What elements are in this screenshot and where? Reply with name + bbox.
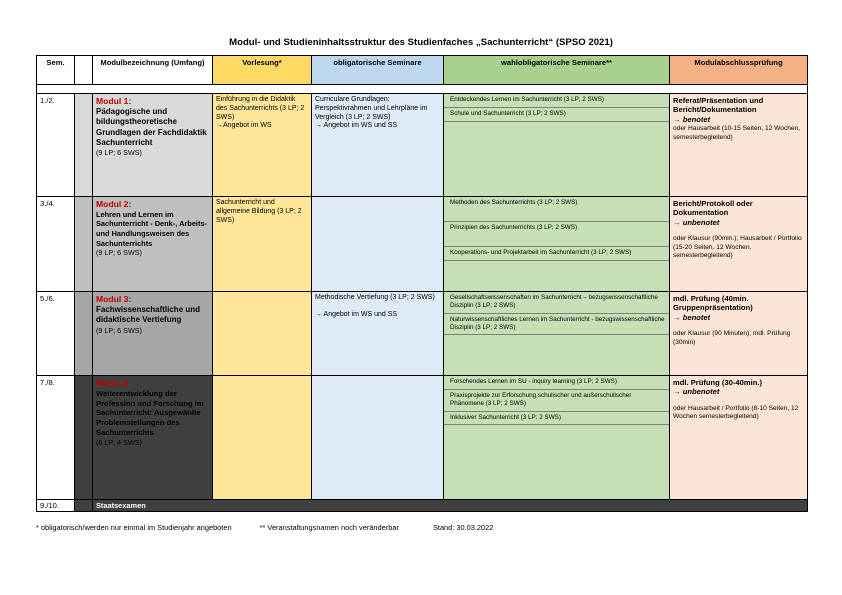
table-row [37,94,808,197]
module-cell [93,197,213,292]
module-cell [93,376,213,500]
header-obligatorisch: obligatorische Seminare [312,56,444,85]
list-item: Schule und Sachunterricht (3 LP; 2 SWS) [444,108,669,122]
header-pruefung: Modulabschlussprüfung [670,56,808,85]
header-wahlobligatorisch: wahlobligatorische Seminare** [444,56,670,85]
seminar-offer: → Angebot im WS und SS [315,122,398,130]
header-vorlesung: Vorlesung* [213,56,312,85]
vorlesung-cell [213,197,312,292]
header-row [37,56,808,85]
list-item: Praxisprojekte zur Erforschung schulischer und außerschulischer Phänomene (3 LP; 2 SWS) [444,390,669,412]
module-structure-table [36,55,808,512]
vorlesung-text: Sachunterricht und allgemeine Bildung (3 LP; 2 SWS) [216,199,302,224]
module-marker [75,94,93,197]
final-marker [75,500,93,512]
list-item: Prinzipien des Sachunterrichts (3 LP; 2 SWS) [444,222,669,247]
vorlesung-cell [213,292,312,376]
exam-alternative: oder Klausur (90min.); Hausarbeit / Portfolio (15-20 Seiten, 12 Wochen, semesterbegleitend) [673,235,802,259]
pruefung-cell [670,94,808,197]
obligatorisch-cell [312,292,444,376]
pruefung-cell [670,292,808,376]
obligatorisch-cell [312,197,444,292]
list-item: Forschendes Lernen im SU - inquiry learning (3 LP; 2 SWS) [444,376,669,390]
page-title: Modul- und Studieninhaltsstruktur des Studienfaches „Sachunterricht“ (SPSO 2021) [229,37,613,48]
exam-status: → unbenotet [673,217,720,227]
table-row [37,292,808,376]
module-title: Fachwissenschaftliche und didaktische Vertiefung [96,304,201,325]
header-blank [75,56,93,85]
status-date: Stand: 30.03.2022 [432,523,494,532]
obligatorisch-cell [312,376,444,500]
header-modul: Modulbezeichnung (Umfang) [93,56,213,85]
seminar-offer: → Angebot im WS und SS [315,310,398,318]
obligatorisch-cell [312,94,444,197]
list-item: Kooperations- und Projektarbeit im Sachunterricht (3 LP; 2 SWS) [444,247,669,261]
seminar-text: Curriculare Grundlagen: Perspektivrahmen und Lehrpläne im Vergleich (3 LP; 2 SWS) [315,96,428,121]
semester-cell: 3./4. [37,197,75,292]
module-cell [93,292,213,376]
exam-alternative: oder Hausarbeit (10-15 Seiten, 12 Wochen, semesterbegleitend) [673,125,801,141]
semester-cell: 5./6. [37,292,75,376]
staatsexamen-label: Staatsexamen [93,500,808,512]
module-title: Lehren und Lernen im Sachunterricht - Denk-, Arbeits- und Handlungsweisen des Sachunterrichts [96,209,208,248]
module-size: (9 LP; 6 SWS) [96,148,142,158]
semester-cell: 1./2. [37,94,75,197]
exam-title: mdl. Prüfung (30-40min.) [673,378,763,387]
wahl-cell [444,94,670,197]
module-title: Pädagogische und bildungstheoretische Grundlagen der Fachdidaktik Sachunterricht [96,106,207,147]
footnote-names: ** Veranstaltungsnamen noch veränderbar [259,523,399,532]
list-item: Methoden des Sachunterrichts (3 LP; 2 SWS) [444,197,669,222]
final-row [37,500,808,512]
exam-title: Referat/Präsentation und Bericht/Dokumentation [673,96,764,115]
vorlesung-cell [213,94,312,197]
wahl-cell [444,376,670,500]
module-name: Modul 4: [96,378,132,388]
semester-cell: 9./10. [37,500,75,512]
list-item: Gesellschaftswissenschaften im Sachunterricht – bezugswissenschaftliche Disziplin (3 LP; 2 SWS) [444,292,669,314]
vorlesung-offer: →Angebot im WS [216,122,272,130]
exam-alternative: oder Klausur (90 Minuten); mdl. Prüfung (30min) [673,330,791,346]
footer [36,523,493,532]
module-name: Modul 3: [96,294,132,304]
pruefung-cell [670,376,808,500]
module-title: Weiterentwicklung der Profession und Forschung im Sachunterricht: Ausgewählte Problemstellungen des Sachunterrichts [96,388,204,438]
vorlesung-text: Einführung in die Didaktik des Sachunterrichts (3 LP; 2 SWS) [216,96,305,121]
exam-title: mdl. Prüfung (40min. Gruppenpräsentation) [673,294,753,313]
spacer-row [37,85,808,94]
header-sem: Sem. [37,56,75,85]
module-marker [75,197,93,292]
pruefung-cell [670,197,808,292]
wahl-cell [444,197,670,292]
semester-cell: 7./8. [37,376,75,500]
list-item: Naturwissenschaftliches Lernen im Sachunterricht - bezugswissenschaftliche Disziplin (3 LP; 2 SWS) [444,314,669,336]
module-size: (9 LP; 6 SWS) [96,248,142,258]
exam-status: → benotet [673,312,711,322]
table-row [37,197,808,292]
exam-status: → unbenotet [673,387,720,397]
exam-status: → benotet [673,114,711,124]
footnote-obligatorisch: * obligatorisch/werden nur einmal im Studienjahr angeboten [36,523,232,532]
exam-alternative: oder Hausarbeit / Portfolio (8-10 Seiten, 12 Wochen semesterbegleitend) [673,404,799,421]
module-size: (9 LP; 6 SWS) [96,325,142,335]
wahl-cell [444,292,670,376]
module-name: Modul 2: [96,199,132,209]
list-item: Inklusiver Sachunterricht (3 LP; 2 SWS) [444,412,669,426]
table-row [37,376,808,500]
module-name: Modul 1: [96,96,132,106]
list-item: Entdeckendes Lernen im Sachunterricht (3 LP; 2 SWS) [444,94,669,108]
seminar-text: Methodische Vertiefung (3 LP; 2 SWS) [315,294,435,301]
exam-title: Bericht/Protokoll oder Dokumentation [673,199,753,218]
module-marker [75,376,93,500]
vorlesung-cell [213,376,312,500]
module-marker [75,292,93,376]
module-size: (6 LP; 4 SWS) [96,438,142,448]
module-cell [93,94,213,197]
